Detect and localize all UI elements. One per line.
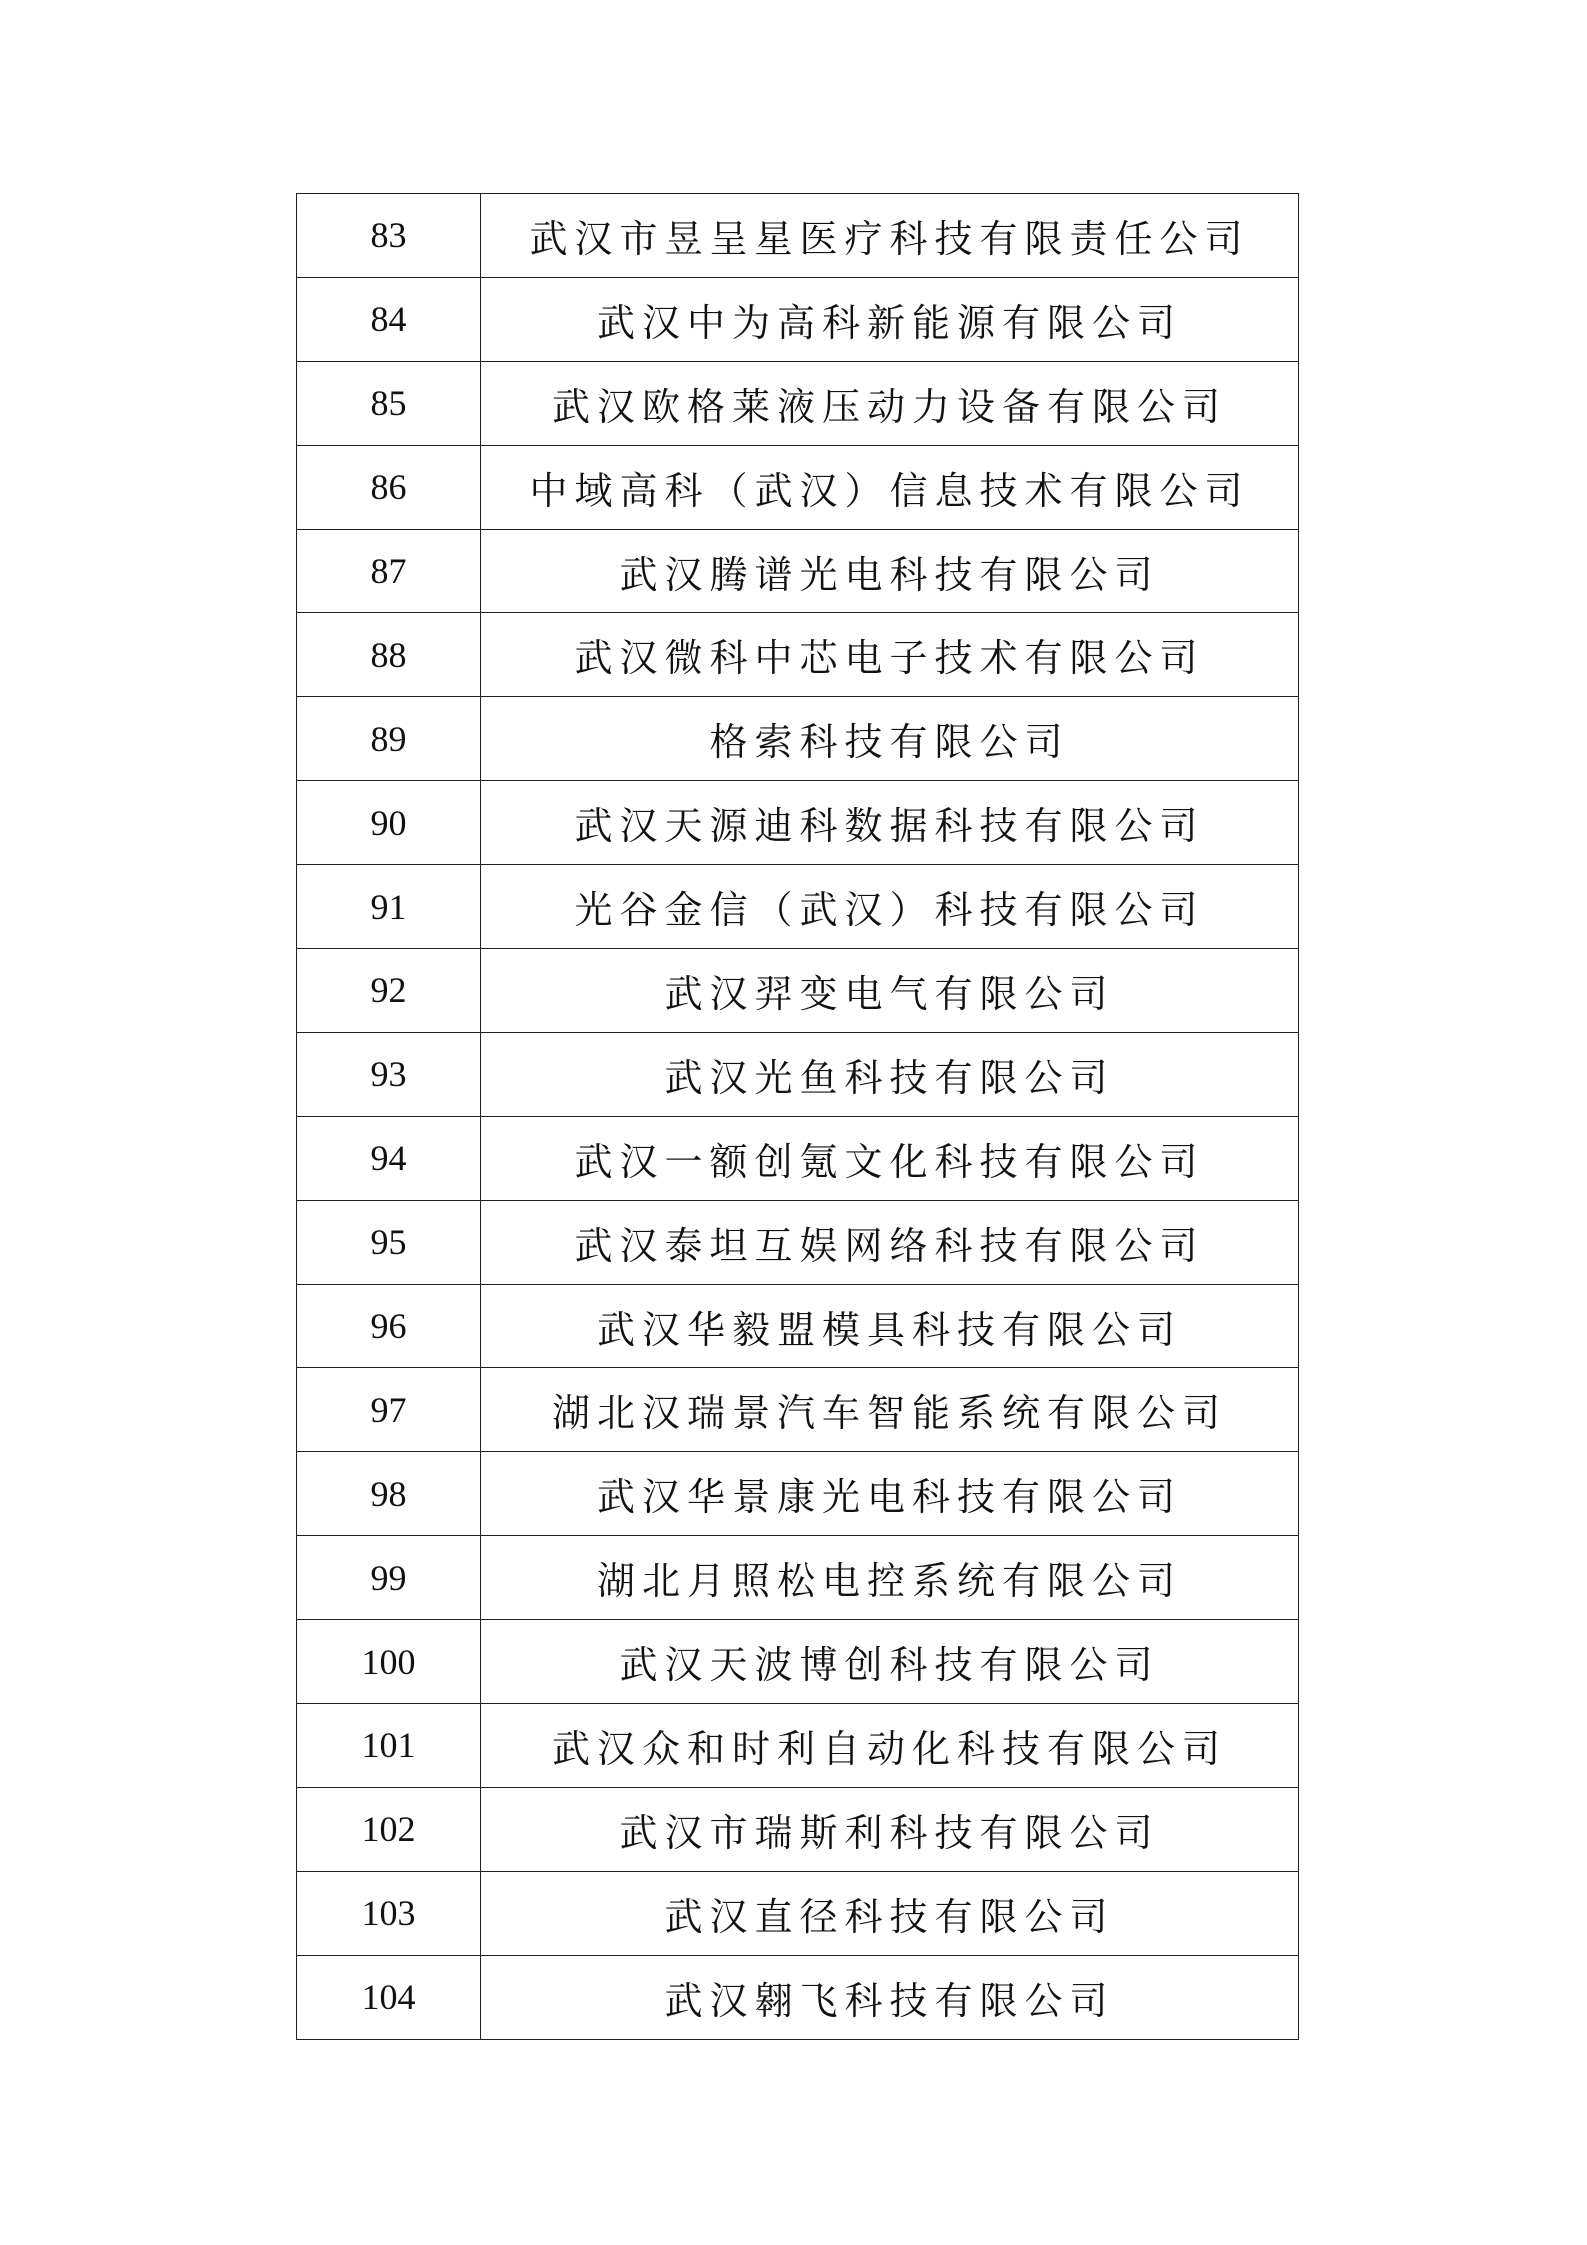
row-number: 95 xyxy=(297,1200,481,1284)
table-row xyxy=(297,865,1299,949)
table-row xyxy=(297,1452,1299,1536)
company-name: 武汉市昱呈星医疗科技有限责任公司 xyxy=(481,194,1299,278)
row-number: 102 xyxy=(297,1787,481,1871)
company-name: 武汉欧格莱液压动力设备有限公司 xyxy=(481,361,1299,445)
company-name: 武汉市瑞斯利科技有限公司 xyxy=(481,1787,1299,1871)
company-name: 格索科技有限公司 xyxy=(481,697,1299,781)
row-number: 89 xyxy=(297,697,481,781)
company-name: 武汉羿变电气有限公司 xyxy=(481,949,1299,1033)
company-name: 光谷金信（武汉）科技有限公司 xyxy=(481,865,1299,949)
table-row xyxy=(297,361,1299,445)
company-name: 武汉华景康光电科技有限公司 xyxy=(481,1452,1299,1536)
row-number: 101 xyxy=(297,1704,481,1788)
row-number: 86 xyxy=(297,445,481,529)
row-number: 94 xyxy=(297,1116,481,1200)
row-number: 98 xyxy=(297,1452,481,1536)
table-row xyxy=(297,697,1299,781)
table-row xyxy=(297,781,1299,865)
table-row xyxy=(297,445,1299,529)
row-number: 84 xyxy=(297,277,481,361)
row-number: 85 xyxy=(297,361,481,445)
company-name: 武汉直径科技有限公司 xyxy=(481,1871,1299,1955)
row-number: 97 xyxy=(297,1368,481,1452)
row-number: 88 xyxy=(297,613,481,697)
company-name: 武汉泰坦互娱网络科技有限公司 xyxy=(481,1200,1299,1284)
row-number: 93 xyxy=(297,1032,481,1116)
company-name: 武汉光鱼科技有限公司 xyxy=(481,1032,1299,1116)
company-name: 湖北汉瑞景汽车智能系统有限公司 xyxy=(481,1368,1299,1452)
company-name: 武汉翱飞科技有限公司 xyxy=(481,1955,1299,2039)
row-number: 99 xyxy=(297,1536,481,1620)
company-name: 武汉华毅盟模具科技有限公司 xyxy=(481,1284,1299,1368)
table-row xyxy=(297,1704,1299,1788)
company-name: 中域高科（武汉）信息技术有限公司 xyxy=(481,445,1299,529)
table-row xyxy=(297,613,1299,697)
row-number: 92 xyxy=(297,949,481,1033)
table-row xyxy=(297,1284,1299,1368)
table-row xyxy=(297,1368,1299,1452)
company-name: 武汉天源迪科数据科技有限公司 xyxy=(481,781,1299,865)
table-row xyxy=(297,529,1299,613)
row-number: 87 xyxy=(297,529,481,613)
table-row xyxy=(297,1620,1299,1704)
row-number: 104 xyxy=(297,1955,481,2039)
table-row xyxy=(297,1032,1299,1116)
company-name: 湖北月照松电控系统有限公司 xyxy=(481,1536,1299,1620)
table-row xyxy=(297,1871,1299,1955)
table-row xyxy=(297,1955,1299,2039)
row-number: 91 xyxy=(297,865,481,949)
table-row xyxy=(297,1200,1299,1284)
table-row xyxy=(297,194,1299,278)
company-list-table xyxy=(296,193,1299,2040)
row-number: 103 xyxy=(297,1871,481,1955)
company-name: 武汉腾谱光电科技有限公司 xyxy=(481,529,1299,613)
table-row xyxy=(297,1116,1299,1200)
company-name: 武汉一额创氪文化科技有限公司 xyxy=(481,1116,1299,1200)
table-row xyxy=(297,1787,1299,1871)
company-name: 武汉中为高科新能源有限公司 xyxy=(481,277,1299,361)
row-number: 96 xyxy=(297,1284,481,1368)
company-name: 武汉微科中芯电子技术有限公司 xyxy=(481,613,1299,697)
table-row xyxy=(297,277,1299,361)
row-number: 100 xyxy=(297,1620,481,1704)
company-name: 武汉众和时利自动化科技有限公司 xyxy=(481,1704,1299,1788)
row-number: 90 xyxy=(297,781,481,865)
table-row xyxy=(297,1536,1299,1620)
table-row xyxy=(297,949,1299,1033)
row-number: 83 xyxy=(297,194,481,278)
company-name: 武汉天波博创科技有限公司 xyxy=(481,1620,1299,1704)
